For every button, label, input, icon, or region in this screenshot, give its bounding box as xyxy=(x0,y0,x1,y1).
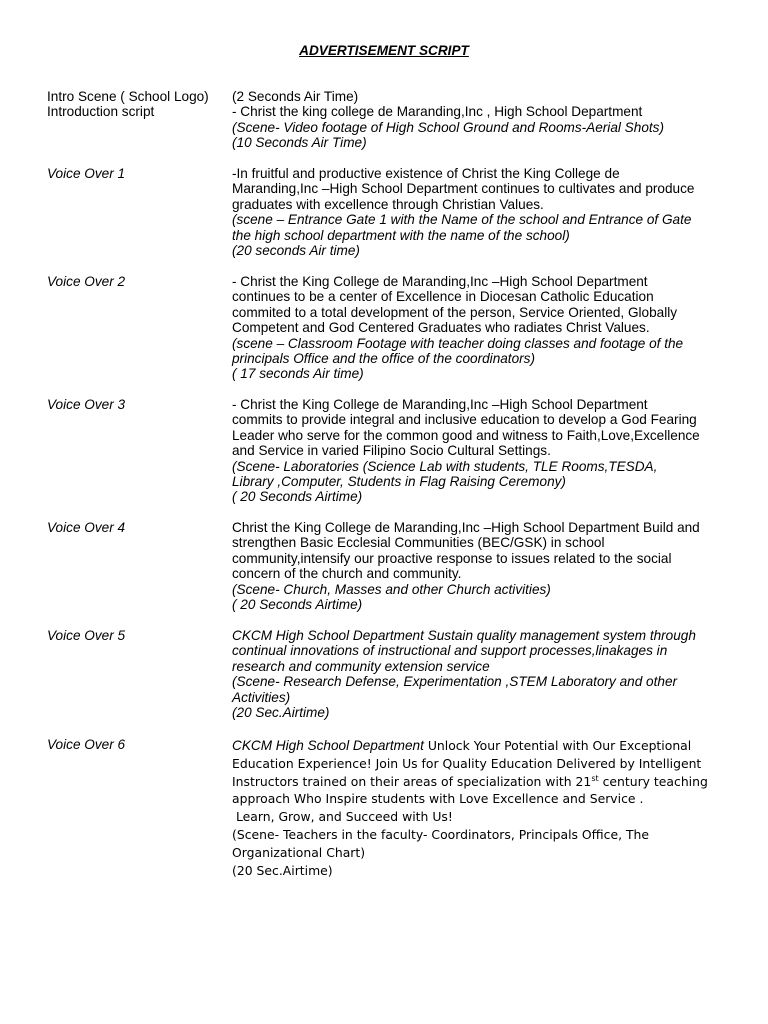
voice-over-1-body xyxy=(232,166,732,258)
script-line: community,intensify our proactive response to issues related to the social xyxy=(232,550,672,566)
scene-line: Activities) xyxy=(232,689,291,705)
script-line: commited to a total development of the person, Service Oriented, Globally xyxy=(232,304,678,320)
script-line: Leader who serve for the common good and witness to Faith,Love,Excellence xyxy=(232,427,700,443)
document-title: ADVERTISEMENT SCRIPT xyxy=(299,43,469,58)
intro-line: (Scene- Video footage of High School Ground and Rooms-Aerial Shots) xyxy=(232,119,664,135)
scene-line: (Scene- Teachers in the faculty- Coordinators, Principals Office, The xyxy=(232,826,650,842)
intro-label xyxy=(47,89,227,120)
script-line: graduates with excellence through Christian Values. xyxy=(232,196,544,212)
voice-over-6-line-3-post: century teaching xyxy=(598,773,708,789)
airtime-line: ( 17 seconds Air time) xyxy=(232,366,364,382)
intro-label-line-2: Introduction script xyxy=(47,104,155,120)
voice-over-6-body xyxy=(232,737,732,879)
ordinal-suffix: st xyxy=(591,773,599,783)
script-line: Education Experience! Join Us for Quality Education Delivered by Intelligent xyxy=(232,755,702,771)
script-line: Maranding,Inc –High School Department continues to cultivates and produce xyxy=(232,181,695,197)
script-line: concern of the church and community. xyxy=(232,566,462,582)
intro-line: - Christ the king college de Maranding,Inc , High School Department xyxy=(232,104,643,120)
scene-line: Organizational Chart) xyxy=(232,844,366,860)
airtime-line: ( 20 Seconds Airtime) xyxy=(232,489,363,505)
script-line: Competent and God Centered Graduates who radiates Christ Values. xyxy=(232,320,650,336)
airtime-line: (20 seconds Air time) xyxy=(232,243,360,259)
intro-line: (10 Seconds Air Time) xyxy=(232,135,367,151)
airtime-line: (20 Sec.Airtime) xyxy=(232,862,333,878)
scene-line: (Scene- Church, Masses and other Church activities) xyxy=(232,581,551,597)
script-line xyxy=(232,737,732,755)
airtime-line: (20 Sec.Airtime) xyxy=(232,705,330,721)
voice-over-4-body xyxy=(232,520,732,612)
script-line: -In fruitful and productive existence of Christ the King College de xyxy=(232,166,620,181)
script-line: continual innovations of instructional and support processes,linakages in xyxy=(232,643,668,659)
script-line: research and community extension service xyxy=(232,658,490,674)
scene-line: Library ,Computer, Students in Flag Raising Ceremony) xyxy=(232,474,566,490)
scene-line: (scene – Classroom Footage with teacher doing classes and footage of the xyxy=(232,335,684,351)
scene-line: (scene – Entrance Gate 1 with the Name of the school and Entrance of Gate xyxy=(232,212,692,228)
voice-over-3-label: Voice Over 3 xyxy=(47,397,126,412)
voice-over-2-label: Voice Over 2 xyxy=(47,274,126,289)
scene-line: the high school department with the name of the school) xyxy=(232,227,570,243)
script-line: and Service in varied Filipino Socio Cultural Settings. xyxy=(232,443,551,459)
intro-label-line-1: Intro Scene ( School Logo) xyxy=(47,89,209,104)
script-line: CKCM High School Department Sustain quality management system through xyxy=(232,628,696,643)
airtime-line: ( 20 Seconds Airtime) xyxy=(232,597,363,613)
voice-over-3-body xyxy=(232,397,732,505)
script-line: approach Who Inspire students with Love Excellence and Service . xyxy=(232,791,644,807)
script-line: continues to be a center of Excellence in Diocesan Catholic Education xyxy=(232,289,654,305)
script-line: - Christ the King College de Maranding,Inc –High School Department xyxy=(232,397,648,412)
intro-line: (2 Seconds Air Time) xyxy=(232,89,359,104)
voice-over-5-label: Voice Over 5 xyxy=(47,628,126,643)
voice-over-6-line-3-pre: Instructors trained on their areas of specialization with 21 xyxy=(232,773,592,789)
voice-over-6-line-1-rest: Unlock Your Potential with Our Exceptional xyxy=(423,738,692,753)
voice-over-4-label: Voice Over 4 xyxy=(47,520,126,535)
scene-line: (Scene- Laboratories (Science Lab with students, TLE Rooms,TESDA, xyxy=(232,458,658,474)
scene-line: (Scene- Research Defense, Experimentation ,STEM Laboratory and other xyxy=(232,674,678,690)
script-line xyxy=(232,773,732,791)
script-line: strengthen Basic Ecclesial Communities (BEC/GSK) in school xyxy=(232,535,605,551)
script-line: Christ the King College de Maranding,Inc –High School Department Build and xyxy=(232,520,700,535)
voice-over-6-lead: CKCM High School Department xyxy=(232,738,424,753)
script-line: commits to provide integral and inclusive education to develop a God Fearing xyxy=(232,412,697,428)
scene-line: principals Office and the office of the coordinators) xyxy=(232,351,535,367)
voice-over-6-label: Voice Over 6 xyxy=(47,737,126,752)
voice-over-1-label: Voice Over 1 xyxy=(47,166,126,181)
script-line: - Christ the King College de Maranding,Inc –High School Department xyxy=(232,274,648,289)
voice-over-2-body xyxy=(232,274,732,382)
voice-over-5-body xyxy=(232,628,732,720)
script-line: Learn, Grow, and Succeed with Us! xyxy=(232,809,453,825)
intro-body xyxy=(232,89,732,151)
